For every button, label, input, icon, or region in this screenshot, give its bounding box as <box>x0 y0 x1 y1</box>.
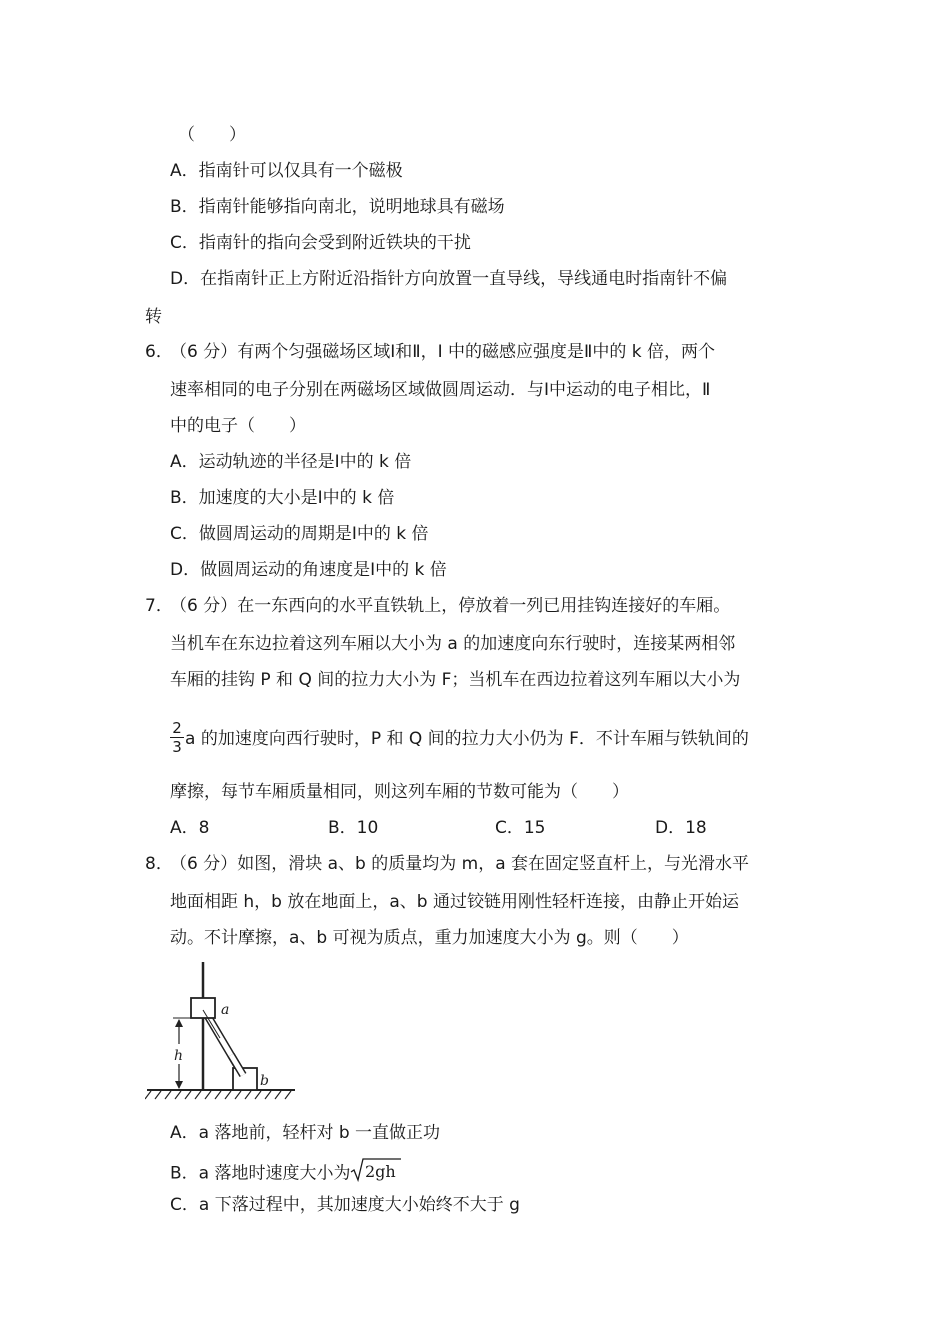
height-arrow-up <box>175 1019 183 1027</box>
block-a <box>191 998 215 1018</box>
q6-option-a: A．运动轨迹的半径是Ⅰ中的 k 倍 <box>170 452 412 472</box>
q7-stem-line2: 当机车在东边拉着这列车厢以大小为 a 的加速度向东行驶时，连接某两相邻 <box>170 634 736 654</box>
q7-stem-line5: 摩擦，每节车厢质量相同，则这列车厢的节数可能为（ ） <box>170 782 629 802</box>
q8-stem-line2: 地面相距 h，b 放在地面上，a、b 通过铰链用刚性轻杆连接，由静止开始运 <box>170 892 739 912</box>
q5-answer-paren: （ ） <box>178 125 246 145</box>
q7-option-b: B．10 <box>328 818 379 838</box>
q6-stem-line3: 中的电子（ ） <box>170 416 306 436</box>
q8-stem-line1: （6 分）如图，滑块 a、b 的质量均为 m，a 套在固定竖直杆上，与光滑水平 <box>170 854 750 874</box>
q5-option-b: B．指南针能够指向南北，说明地球具有磁场 <box>170 197 505 217</box>
q8-option-a: A．a 落地前，轻杆对 b 一直做正功 <box>170 1123 441 1143</box>
q7-option-c: C．15 <box>495 818 546 838</box>
q8-option-c: C．a 下落过程中，其加速度大小始终不大于 g <box>170 1195 520 1215</box>
q8-stem-line3: 动。不计摩擦，a、b 可视为质点，重力加速度大小为 g。则（ ） <box>170 928 689 948</box>
q8-option-b-text: B．a 落地时速度大小为 <box>170 1163 351 1184</box>
q7-stem-line3: 车厢的挂钩 P 和 Q 间的拉力大小为 F；当机车在西边拉着这列车厢以大小为 <box>170 670 741 690</box>
q8-figure-slider-rod <box>145 960 305 1105</box>
q5-option-c: C．指南针的指向会受到附近铁块的干扰 <box>170 233 471 253</box>
q6-stem-line1: （6 分）有两个匀强磁场区域Ⅰ和Ⅱ，I 中的磁感应强度是Ⅱ中的 k 倍，两个 <box>170 342 716 362</box>
q7-option-a: A．8 <box>170 818 210 838</box>
sqrt-expression <box>350 1157 402 1190</box>
q5-option-a: A．指南针可以仅具有一个磁极 <box>170 161 403 181</box>
q6-option-c: C．做圆周运动的周期是Ⅰ中的 k 倍 <box>170 524 429 544</box>
q7-option-d: D．18 <box>655 818 707 838</box>
label-b: b <box>260 1073 269 1089</box>
label-a: a <box>221 1002 230 1018</box>
ground-hatching <box>145 1091 291 1099</box>
sqrt-radicand: 2gh <box>365 1162 397 1181</box>
q7-fraction-two-thirds <box>170 720 184 755</box>
q8-number: 8． <box>145 854 173 874</box>
q5-option-d-continued: 转 <box>145 307 162 327</box>
q5-option-d: D．在指南针正上方附近沿指针方向放置一直导线，导线通电时指南针不偏 <box>170 269 728 289</box>
q6-option-d: D．做圆周运动的角速度是Ⅰ中的 k 倍 <box>170 560 447 580</box>
sqrt-radical-icon <box>350 1157 402 1183</box>
q7-number: 7． <box>145 596 173 616</box>
fraction-denominator: 3 <box>172 738 182 756</box>
q6-number: 6． <box>145 342 173 362</box>
q8-option-b <box>170 1157 402 1190</box>
q7-stem-line1: （6 分）在一东西向的水平直铁轨上，停放着一列已用挂钩连接好的车厢。 <box>170 596 731 616</box>
q7-stem-line4: a 的加速度向西行驶时，P 和 Q 间的拉力大小仍为 F．不计车厢与铁轨间的 <box>185 729 749 749</box>
label-h: h <box>174 1048 184 1064</box>
q6-stem-line2: 速率相同的电子分别在两磁场区域做圆周运动．与Ⅰ中运动的电子相比，Ⅱ <box>170 380 711 400</box>
height-arrow-down <box>175 1081 183 1089</box>
fraction-numerator: 2 <box>172 719 182 737</box>
q6-option-b: B．加速度的大小是Ⅰ中的 k 倍 <box>170 488 395 508</box>
